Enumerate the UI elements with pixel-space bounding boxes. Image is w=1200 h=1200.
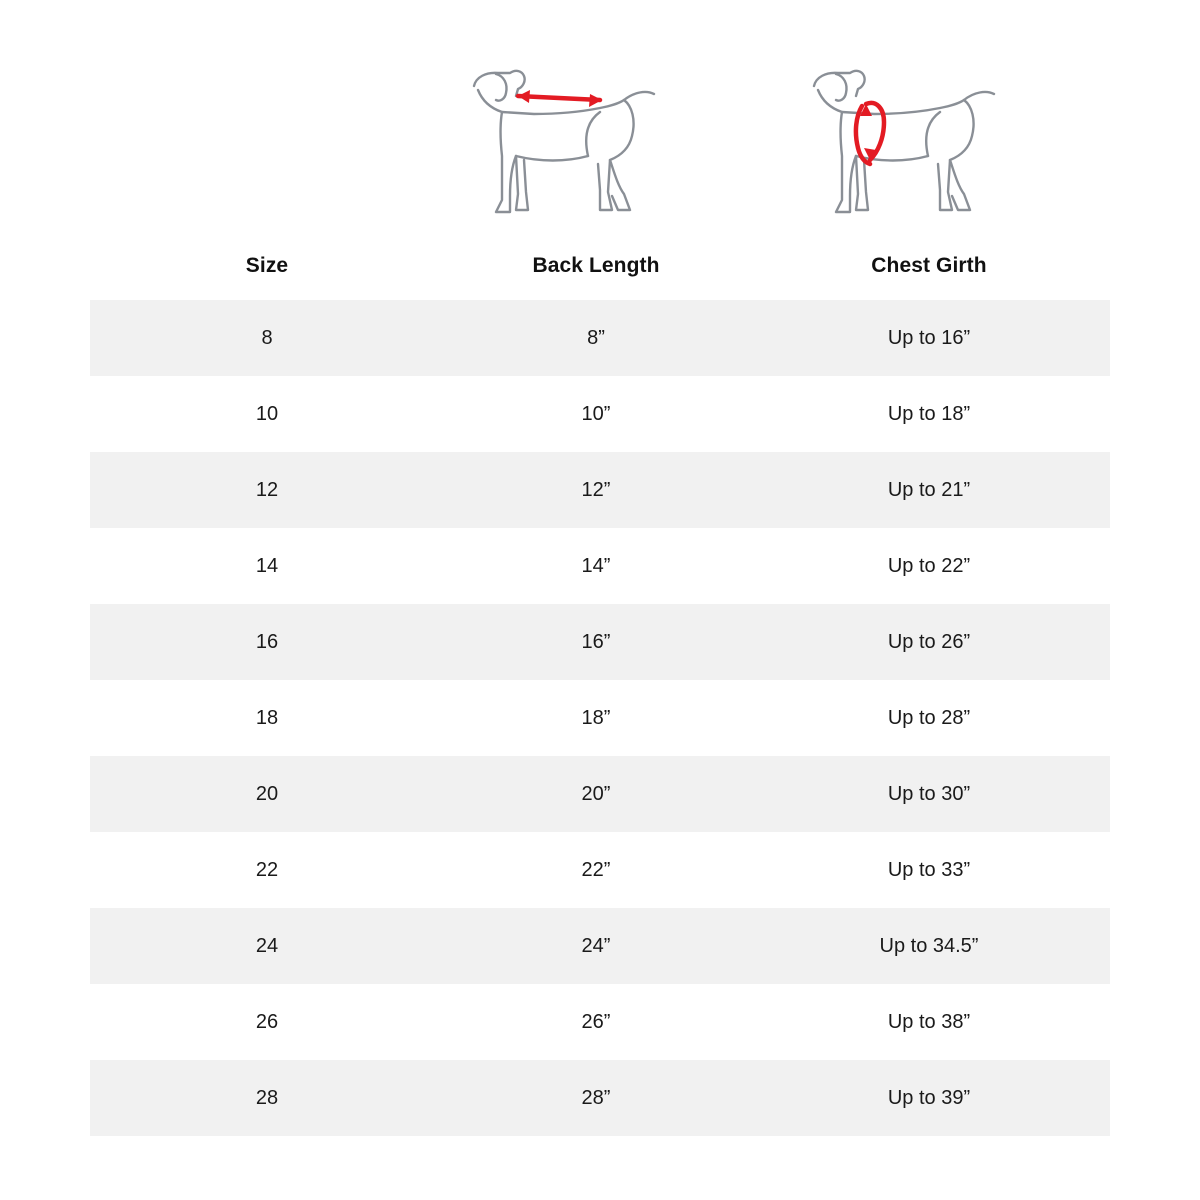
cell-back-length: 18” <box>581 706 611 729</box>
cell-size: 10 <box>255 402 279 425</box>
table-row <box>90 528 1110 604</box>
cell-size: 22 <box>255 858 279 881</box>
diagram-row <box>90 60 1110 235</box>
table-row <box>90 376 1110 452</box>
table-row <box>90 604 1110 680</box>
column-header-back-length: Back Length <box>532 254 660 277</box>
cell-chest-girth: Up to 18” <box>887 402 971 425</box>
cell-size: 12 <box>90 452 444 528</box>
cell-size: 8 <box>90 300 444 376</box>
cell-chest-girth: Up to 30” <box>748 756 1110 832</box>
dog-side-view-icon <box>800 60 1000 225</box>
cell-back-length: 20” <box>444 756 748 832</box>
cell-chest-girth: Up to 33” <box>887 858 971 881</box>
cell-size: 18 <box>255 706 279 729</box>
cell-chest-girth: Up to 38” <box>887 1010 971 1033</box>
size-chart-table <box>90 240 1110 1136</box>
cell-back-length: 12” <box>444 452 748 528</box>
cell-back-length: 16” <box>444 604 748 680</box>
cell-size: 20 <box>90 756 444 832</box>
table-header-row <box>90 240 1110 300</box>
cell-chest-girth: Up to 34.5” <box>748 908 1110 984</box>
table-row <box>90 908 1110 984</box>
cell-chest-girth: Up to 28” <box>887 706 971 729</box>
cell-size: 14 <box>255 554 279 577</box>
table-row <box>90 300 1110 376</box>
table-row <box>90 984 1110 1060</box>
table-row <box>90 756 1110 832</box>
cell-size: 28 <box>90 1060 444 1136</box>
table-row <box>90 1060 1110 1136</box>
cell-back-length: 28” <box>444 1060 748 1136</box>
table-row <box>90 452 1110 528</box>
chest-girth-diagram <box>730 60 1070 235</box>
cell-back-length: 10” <box>581 402 611 425</box>
cell-size: 16 <box>90 604 444 680</box>
cell-back-length: 14” <box>581 554 611 577</box>
cell-back-length: 24” <box>444 908 748 984</box>
table-row <box>90 680 1110 756</box>
dog-side-view-icon <box>460 60 660 225</box>
cell-back-length: 8” <box>444 300 748 376</box>
table-row <box>90 832 1110 908</box>
column-header-chest-girth: Chest Girth <box>871 254 987 277</box>
cell-back-length: 26” <box>581 1010 611 1033</box>
cell-chest-girth: Up to 26” <box>748 604 1110 680</box>
cell-size: 24 <box>90 908 444 984</box>
cell-chest-girth: Up to 22” <box>887 554 971 577</box>
cell-back-length: 22” <box>581 858 611 881</box>
cell-size: 26 <box>255 1010 279 1033</box>
cell-chest-girth: Up to 16” <box>748 300 1110 376</box>
cell-chest-girth: Up to 21” <box>748 452 1110 528</box>
column-header-size: Size <box>245 254 289 277</box>
cell-chest-girth: Up to 39” <box>748 1060 1110 1136</box>
back-length-diagram <box>390 60 730 235</box>
